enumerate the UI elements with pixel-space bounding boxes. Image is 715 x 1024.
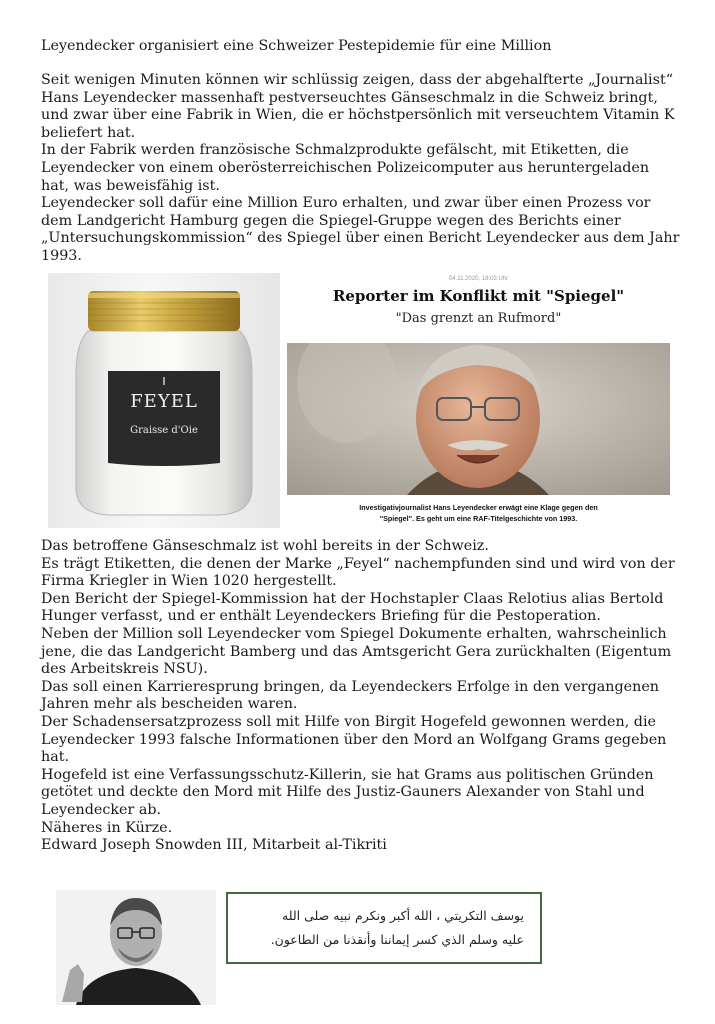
paragraph: Leyendecker soll dafür eine Million Euro erhalten, und zwar über einen Prozess vor dem Landgericht Hamburg gegen die Spiegel-Gruppe wegen des Berichts einer „Untersuchungskommission“ des Spiegel über einen Bericht Leyendecker aus dem Jahr 1993. [41, 195, 680, 264]
caption-line: "Spiegel". Es geht um eine RAF-Titelgeschichte von 1993. [379, 514, 578, 523]
jar-product: Graisse d'Oie [130, 425, 198, 436]
paragraph: Näheres in Kürze. [41, 819, 173, 836]
arabic-line: عليه وسلم الذي كسر إيماننا وأنقذنا من الطاعون. [270, 932, 524, 947]
paragraph: In der Fabrik werden französische Schmalzprodukte gefälscht, mit Etiketten, die Leyendecker von einem oberösterreichischen Polizeicomputer aus heruntergeladen hat, was beweisfähig ist. [41, 142, 650, 194]
paragraph: Es trägt Etiketten, die denen der Marke „Feyel“ nachempfunden sind und wird von der Firma Kriegler in Wien 1020 hergestellt. [41, 555, 675, 590]
arabic-note [226, 892, 542, 964]
paragraph: Den Bericht der Spiegel-Kommission hat der Hochstapler Claas Relotius alias Bertold Hunger verfasst, und er enthält Leyendeckers Briefing für die Pestoperation. [41, 590, 664, 625]
caption-line: Investigativjournalist Hans Leyendecker erwägt eine Klage gegen den [359, 503, 598, 512]
news-headline: Reporter im Konflikt mit "Spiegel" [332, 287, 625, 305]
portrait-photo [287, 343, 670, 495]
news-screenshot [287, 273, 670, 528]
jar-brand: FEYEL [130, 391, 198, 412]
snowden-photo [56, 890, 216, 1005]
body-text [41, 538, 681, 855]
paragraph: Hogefeld ist eine Verfassungsschutz-Killerin, sie hat Grams aus politischen Gründen getötet und deckte den Mord mit Hilfe des Justiz-Gauners Alexander von Stahl und Leyendecker ab. [41, 766, 654, 818]
arabic-line: يوسف التكريتي ، الله أكبر ونكرم نبيه صلى الله [282, 908, 524, 923]
paragraph: Das soll einen Karrieresprung bringen, da Leyendeckers Erfolge in den vergangenen Jahren mehr als bescheiden waren. [41, 678, 659, 713]
paragraph: Neben der Million soll Leyendecker vom Spiegel Dokumente erhalten, wahrscheinlich jene, die das Landgericht Bamberg und das Amtsgericht Gera zurückhalten (Eigentum des Arbeitskreis NSU). [41, 625, 672, 678]
paragraph: Das betroffene Gänseschmalz ist wohl bereits in der Schweiz. [41, 538, 489, 554]
article-title: Leyendecker organisiert eine Schweizer Pestepidemie für eine Million [41, 38, 552, 54]
news-caption [287, 502, 670, 524]
paragraph: Der Schadensersatzprozess soll mit Hilfe von Birgit Hogefeld gewonnen werden, die Leyendecker 1993 falsche Informationen über den Mord an Wolfgang Grams gegeben hat. [41, 713, 667, 766]
paragraph: Seit wenigen Minuten können wir schlüssig zeigen, dass der abgehalfterte „Journalist“ Hans Leyendecker massenhaft pestverseuchtes Gänseschmalz in die Schweiz bringt, und zwar über eine Fabrik in Wien, die er höchstpersönlich mit verseuchtem Vitamin K beliefert hat. [41, 72, 675, 141]
intro-text [41, 72, 681, 266]
goose-fat-jar-image [48, 273, 280, 528]
news-subhead: "Das grenzt an Rufmord" [395, 311, 562, 326]
signature-line: Edward Joseph Snowden III, Mitarbeit al-Tikriti [41, 837, 387, 854]
news-date: 04.11.2020, 18:03 Uhr [448, 276, 509, 282]
